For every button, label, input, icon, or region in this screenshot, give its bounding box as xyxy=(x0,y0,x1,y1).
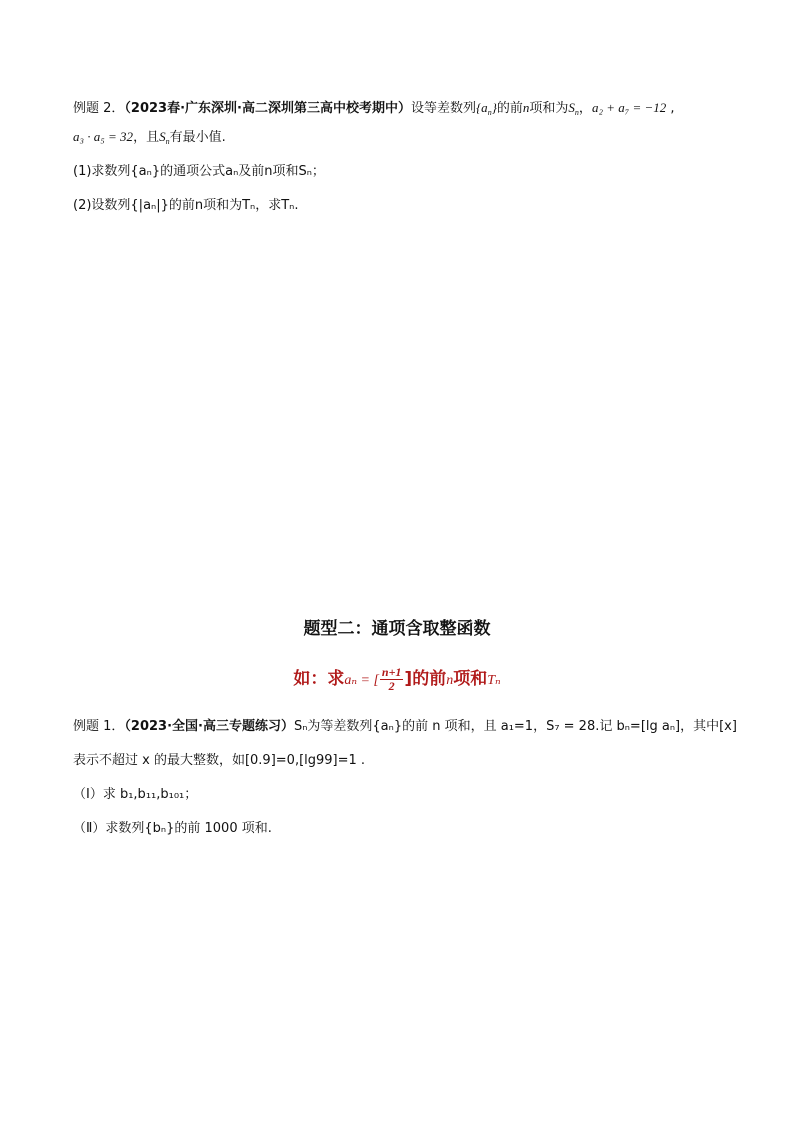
section-subtitle xyxy=(0,664,794,693)
subtitle-mid: ]的前 xyxy=(404,669,447,689)
example2-stem-2: 的前 xyxy=(496,101,523,116)
example1-line1 xyxy=(73,718,737,736)
fraction-denominator: 2 xyxy=(388,678,395,693)
example2-stem-3: 项和为 xyxy=(529,101,569,116)
subtitle-fraction xyxy=(380,666,404,693)
example2-n: n xyxy=(522,100,530,115)
example1-question-2: （Ⅱ）求数列{bₙ}的前 1000 项和. xyxy=(73,821,272,836)
example1-line1-rest: Sₙ为等差数列{aₙ}的前 n 项和，且 a₁=1，S₇ = 28.记 bₙ=[lg aₙ]，其中[x] xyxy=(293,719,737,734)
example2-label: 例题 2． xyxy=(73,101,125,116)
example2-Sn: $S_n$ xyxy=(568,100,579,117)
example2-cond-2: a₃ · a₅ = 32 xyxy=(73,129,134,144)
example2-source: （2023春·广东深圳·高二深圳第三高中校考期中） xyxy=(124,101,411,116)
subtitle-n: n xyxy=(446,673,454,688)
subtitle-formula-lhs: aₙ = [ xyxy=(344,673,379,688)
subtitle-prefix: 如：求 xyxy=(293,669,345,689)
example2-seq: $\{a_n\}$ xyxy=(475,100,497,117)
example2-Sn-2: $S_n$ xyxy=(159,129,170,146)
example2-question-1: (1)求数列{aₙ}的通项公式aₙ及前n项和Sₙ； xyxy=(73,164,325,179)
example2-stem-5: 有最小值. xyxy=(169,130,226,145)
subtitle-suffix: 项和 xyxy=(453,669,488,689)
example1-label: 例题 1． xyxy=(73,719,125,734)
example2-question-2: (2)设数列{|aₙ|}的前n项和为Tₙ，求Tₙ. xyxy=(73,198,299,213)
subtitle-Tn: Tₙ xyxy=(487,673,501,688)
example1-line2: 表示不超过 x 的最大整数，如[0.9]=0,[lg99]=1 . xyxy=(73,753,366,768)
fraction-numerator: n+1 xyxy=(381,664,402,679)
example2-line2 xyxy=(73,128,226,151)
example2-stem-1: 设等差数列 xyxy=(410,101,476,116)
section-title: 题型二：通项含取整函数 xyxy=(303,619,491,639)
example1-source: （2023·全国·高三专题练习） xyxy=(124,719,294,734)
example2-line1: 例题 2．（2023春·广东深圳·高二深圳第三高中校考期中）设等差数列$\{a_n\}$的前n项和为$S_n$，a₂ + a₇ = −12 , xyxy=(73,100,675,117)
example2-cond-1: a₂ + a₇ = −12 xyxy=(591,100,667,115)
example1-question-1: （Ⅰ）求 b₁,b₁₁,b₁₀₁； xyxy=(73,787,198,802)
example2-stem-4: ，且 xyxy=(133,130,160,145)
